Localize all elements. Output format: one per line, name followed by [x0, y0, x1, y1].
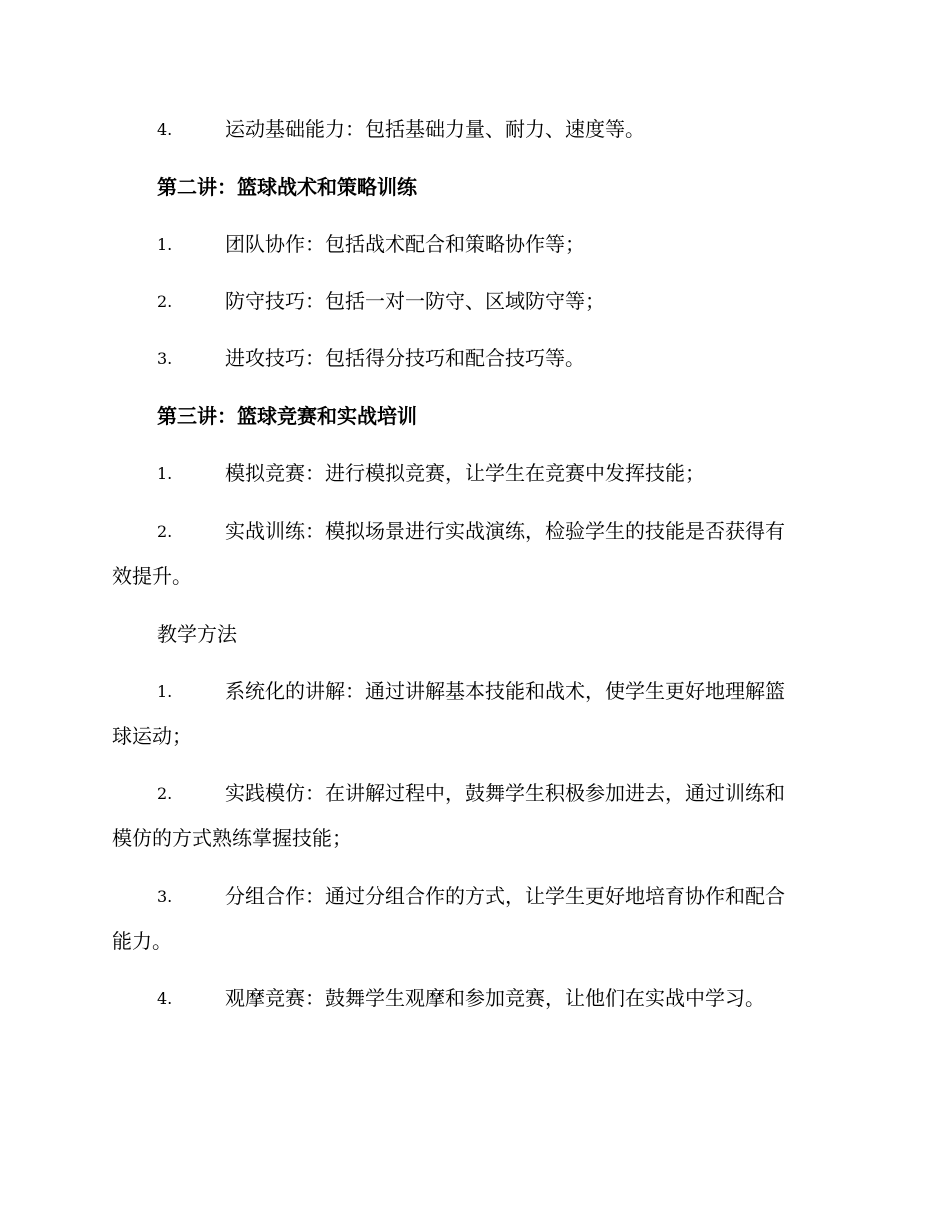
section-heading: 第二讲：篮球战术和策略训练 [157, 175, 417, 199]
list-number: 3. [157, 887, 173, 906]
section-heading: 第三讲：篮球竞赛和实战培训 [157, 404, 417, 428]
list-number: 4. [157, 989, 173, 1008]
list-number: 1. [157, 464, 173, 483]
list-item-continuation: 模仿的方式熟练掌握技能； [112, 826, 352, 850]
list-number: 4. [157, 120, 173, 139]
list-number: 2. [157, 784, 173, 803]
list-item-text: 模拟竞赛：进行模拟竞赛，让学生在竞赛中发挥技能； [225, 461, 705, 485]
list-number: 2. [157, 292, 173, 311]
section-heading: 教学方法 [157, 622, 237, 646]
list-item-text: 分组合作：通过分组合作的方式，让学生更好地培育协作和配合 [225, 884, 785, 908]
list-item-text: 实战训练：模拟场景进行实战演练，检验学生的技能是否获得有 [225, 519, 785, 543]
list-number: 2. [157, 522, 173, 541]
list-item-text: 团队协作：包括战术配合和策略协作等； [225, 232, 585, 256]
list-item-continuation: 效提升。 [112, 564, 192, 588]
list-number: 3. [157, 349, 173, 368]
list-item-text: 防守技巧：包括一对一防守、区域防守等； [225, 289, 605, 313]
list-item-text: 进攻技巧：包括得分技巧和配合技巧等。 [225, 346, 585, 370]
list-item-text: 观摩竞赛：鼓舞学生观摩和参加竞赛，让他们在实战中学习。 [225, 986, 765, 1010]
list-number: 1. [157, 235, 173, 254]
list-item-continuation: 球运动； [112, 724, 192, 748]
list-number: 1. [157, 682, 173, 701]
list-item-text: 实践模仿：在讲解过程中，鼓舞学生积极参加进去，通过训练和 [225, 781, 785, 805]
list-item-text: 运动基础能力：包括基础力量、耐力、速度等。 [225, 117, 645, 141]
list-item-continuation: 能力。 [112, 929, 172, 953]
list-item-text: 系统化的讲解：通过讲解基本技能和战术，使学生更好地理解篮 [225, 679, 785, 703]
